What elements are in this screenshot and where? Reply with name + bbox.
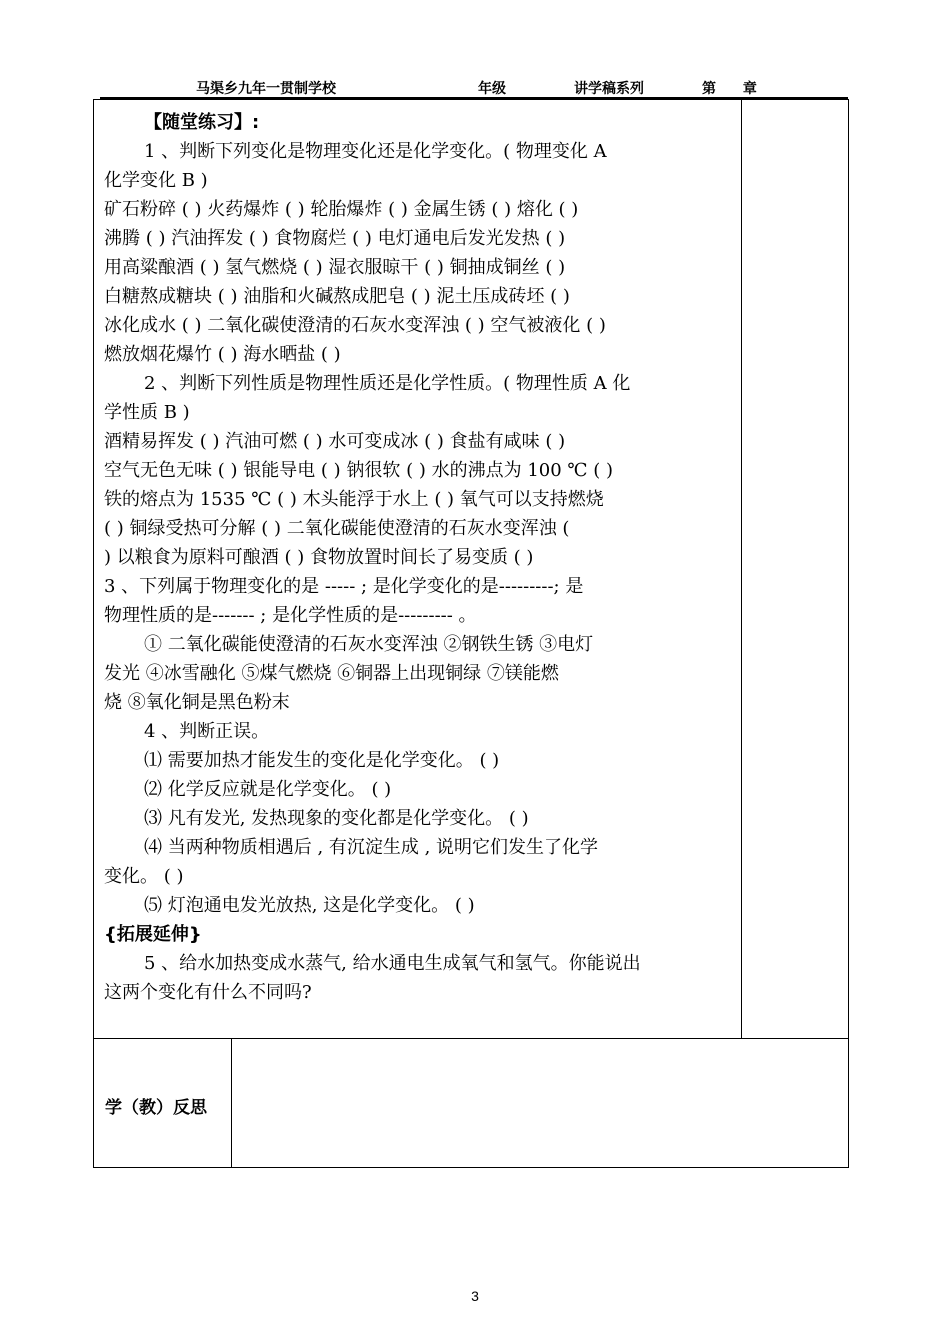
text-line: 铁的熔点为 1535 ℃ ( ) 木头能浮于水上 ( ) 氧气可以支持燃烧 <box>104 489 604 510</box>
grade-label: 年级 <box>478 81 506 97</box>
text-line: 2 、判断下列性质是物理性质还是化学性质。( 物理性质 A 化 <box>144 373 631 394</box>
text-line: 5 、给水加热变成水蒸气, 给水通电生成氧气和氢气。你能说出 <box>144 953 641 974</box>
text-line: 物理性质的是------- ; 是化学性质的是--------- 。 <box>104 605 477 626</box>
text-line: ① 二氧化碳能使澄清的石灰水变浑浊 ②钢铁生锈 ③电灯 <box>144 634 594 655</box>
text-line: 1 、判断下列变化是物理变化还是化学变化。( 物理变化 A <box>144 141 607 162</box>
text-line: 化学变化 B ) <box>104 170 208 191</box>
reflection-label: 学（教）反思 <box>105 1098 207 1118</box>
text-line: 3 、下列属于物理变化的是 ----- ; 是化学变化的是---------; 是 <box>104 576 584 597</box>
text-line: 用高粱酿酒 ( ) 氢气燃烧 ( ) 湿衣服晾干 ( ) 铜抽成铜丝 ( ) <box>104 257 566 278</box>
exercise-content <box>104 108 734 1007</box>
text-line: 学性质 B ) <box>104 402 190 423</box>
text-line: 变化。 ( ) <box>104 866 184 887</box>
reflection-row-divider <box>93 1038 849 1039</box>
text-line: 白糖熬成糖块 ( ) 油脂和火碱熬成肥皂 ( ) 泥土压成砖坯 ( ) <box>104 286 570 307</box>
text-line: ) 以粮食为原料可酿酒 ( ) 食物放置时间长了易变质 ( ) <box>104 547 534 568</box>
text-line: ⑷ 当两种物质相遇后 , 有沉淀生成 , 说明它们发生了化学 <box>144 837 599 858</box>
page-header <box>100 76 848 96</box>
series-label: 讲学稿系列 <box>574 81 644 97</box>
section-title: 【随堂练习】: <box>144 112 260 133</box>
text-line: ⑵ 化学反应就是化学变化。 ( ) <box>144 779 392 800</box>
text-line: 4 、判断正误。 <box>144 721 270 742</box>
text-line: 烧 ⑧氧化铜是黑色粉末 <box>104 692 290 713</box>
text-line: 沸腾 ( ) 汽油挥发 ( ) 食物腐烂 ( ) 电灯通电后发光发热 ( ) <box>104 228 566 249</box>
page-number: 3 <box>471 1288 479 1304</box>
chapter-label: 第 章 <box>702 81 757 97</box>
text-line: 发光 ④冰雪融化 ⑤煤气燃烧 ⑥铜器上出现铜绿 ⑦镁能燃 <box>104 663 559 684</box>
right-column-divider <box>741 99 742 1038</box>
text-line: ⑶ 凡有发光, 发热现象的变化都是化学变化。 ( ) <box>144 808 529 829</box>
reflection-label-divider <box>231 1038 232 1168</box>
text-line: 冰化成水 ( ) 二氧化碳使澄清的石灰水变浑浊 ( ) 空气被液化 ( ) <box>104 315 606 336</box>
text-line: 这两个变化有什么不同吗? <box>104 982 312 1003</box>
text-line: 燃放烟花爆竹 ( ) 海水晒盐 ( ) <box>104 344 341 365</box>
text-line: ( ) 铜绿受热可分解 ( ) 二氧化碳能使澄清的石灰水变浑浊 ( <box>104 518 570 539</box>
text-line: ⑸ 灯泡通电发光放热, 这是化学变化。 ( ) <box>144 895 475 916</box>
text-line: ⑴ 需要加热才能发生的变化是化学变化。 ( ) <box>144 750 500 771</box>
text-line: 矿石粉碎 ( ) 火药爆炸 ( ) 轮胎爆炸 ( ) 金属生锈 ( ) 熔化 ( ) <box>104 199 579 220</box>
text-line: 酒精易挥发 ( ) 汽油可燃 ( ) 水可变成冰 ( ) 食盐有咸味 ( ) <box>104 431 566 452</box>
extension-title: {拓展延伸} <box>104 924 202 945</box>
text-line: 空气无色无味 ( ) 银能导电 ( ) 钠很软 ( ) 水的沸点为 100 ℃ ( ) <box>104 460 614 481</box>
school-name: 马渠乡九年一贯制学校 <box>196 81 336 97</box>
